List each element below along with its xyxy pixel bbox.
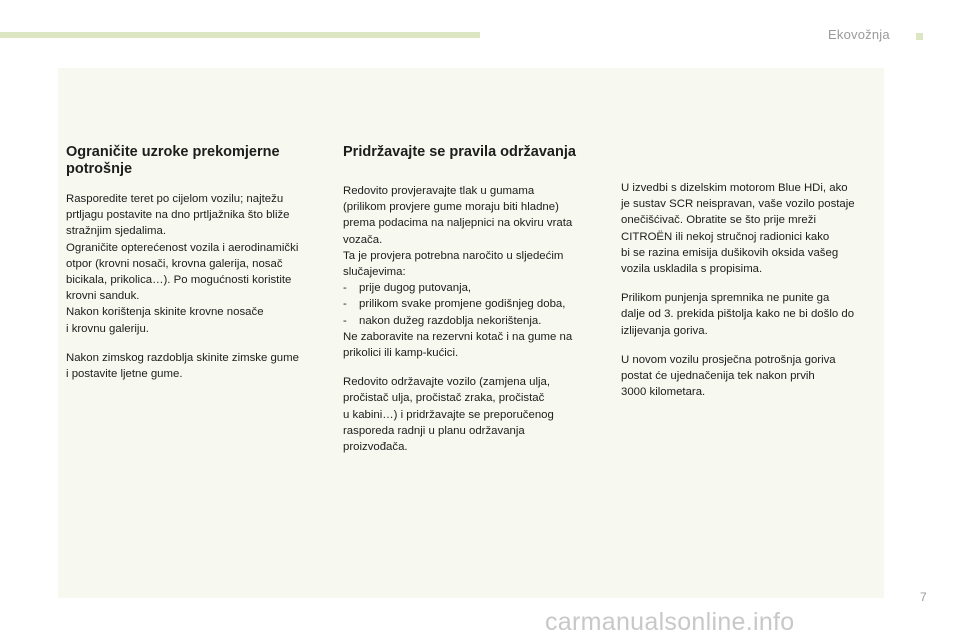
text-line: bi se razina emisija dušikovih oksida vašeg <box>621 246 839 259</box>
text-line: prtljagu postavite na dno prtljažnika što bliže <box>66 209 290 222</box>
text-line: otpor (krovni nosači, krovna galerija, nosač <box>66 257 283 270</box>
text-line: dalje od 3. prekida pištolja kako ne bi došlo do <box>621 308 855 321</box>
text-line: prikolici ili kamp-kućici. <box>343 347 459 360</box>
header-accent-bar <box>0 32 480 38</box>
text-line: Nakon zimskog razdoblja skinite zimske gume <box>66 351 299 364</box>
list-item <box>343 280 599 296</box>
column-fuel-consumption <box>66 144 328 395</box>
header-marker <box>916 33 923 40</box>
text-line: slučajevima: <box>343 266 406 279</box>
text-line: Redovito provjeravajte tlak u gumama <box>343 185 535 197</box>
text-line: Rasporedite teret po cijelom vozilu; najtežu <box>66 193 284 205</box>
list-item-text: nakon dužeg razdoblja nekorištenja. <box>359 314 542 327</box>
page-number: 7 <box>920 590 927 604</box>
watermark: carmanualsonline.info <box>545 608 795 636</box>
text-line: (prilikom provjere gume moraju biti hladne) <box>343 201 559 214</box>
text-line: prema podacima na naljepnici na okviru vrata <box>343 217 573 230</box>
text-line: u kabini…) i pridržavajte se preporučenog <box>343 408 554 421</box>
dash-marker: - <box>343 282 347 295</box>
list-item-text: prije dugog putovanja, <box>359 282 472 295</box>
text-line: U izvedbi s dizelskim motorom Blue HDi, ako <box>621 182 848 194</box>
text-line: je sustav SCR neispravan, vaše vozilo postaje <box>621 198 855 211</box>
text-line: Ograničite opterećenost vozila i aerodinamički <box>66 241 299 254</box>
paragraph-tyre-pressure <box>343 183 599 361</box>
text-line: postat će ujednačenija tek nakon prvih <box>621 370 815 383</box>
list-item <box>343 296 599 312</box>
text-line: 3000 kilometara. <box>621 386 706 399</box>
text-line: izlijevanja goriva. <box>621 324 708 337</box>
text-line: proizvođača. <box>343 441 408 454</box>
paragraph-scr-system <box>621 180 883 277</box>
text-line: onečišćivač. Obratite se što prije mreži <box>621 214 816 227</box>
text-line: pročistač ulja, pročistač zraka, pročistač <box>343 392 545 405</box>
text-line: vozača. <box>343 233 383 246</box>
paragraph-refuelling <box>621 290 883 339</box>
text-line: i krovnu galeriju. <box>66 322 149 335</box>
heading-line: Ograničite uzroke prekomjerne <box>66 144 280 160</box>
text-line: Ta je provjera potrebna naročito u sljedećim <box>343 249 564 262</box>
paragraph-regular-service <box>343 374 599 455</box>
list-item <box>343 313 599 329</box>
list-item-text: prilikom svake promjene godišnjeg doba, <box>359 298 566 311</box>
paragraph-new-vehicle <box>621 352 883 401</box>
text-line: i postavite ljetne gume. <box>66 368 183 381</box>
text-line: rasporeda radnji u planu održavanja <box>343 424 525 437</box>
text-line: CITROËN ili nekoj stručnoj radionici kako <box>621 230 830 243</box>
column-maintenance <box>343 144 599 468</box>
heading-maintenance: Pridržavajte se pravila održavanja <box>343 144 576 160</box>
text-line: stražnjim sjedalima. <box>66 225 167 238</box>
section-title: Ekovožnja <box>828 27 890 42</box>
paragraph-load-distribution <box>66 191 328 337</box>
text-line: Prilikom punjenja spremnika ne punite ga <box>621 292 830 305</box>
heading-line: potrošnje <box>66 161 133 177</box>
text-line: bicikala, prikolica…). Po mogućnosti koristite <box>66 274 292 287</box>
column-emissions <box>621 180 883 413</box>
text-line: U novom vozilu prosječna potrošnja goriva <box>621 353 836 366</box>
text-line: Redovito održavajte vozilo (zamjena ulja, <box>343 376 551 389</box>
text-line: Nakon korištenja skinite krovne nosače <box>66 306 264 319</box>
text-line: vozila uskladila s propisima. <box>621 263 763 276</box>
heading-limit-consumption <box>66 144 328 178</box>
text-line: krovni sanduk. <box>66 290 140 303</box>
text-line: Ne zaboravite na rezervni kotač i na gume na <box>343 330 573 343</box>
dash-marker: - <box>343 298 347 311</box>
dash-marker: - <box>343 314 347 327</box>
paragraph-winter-tyres <box>66 350 328 382</box>
